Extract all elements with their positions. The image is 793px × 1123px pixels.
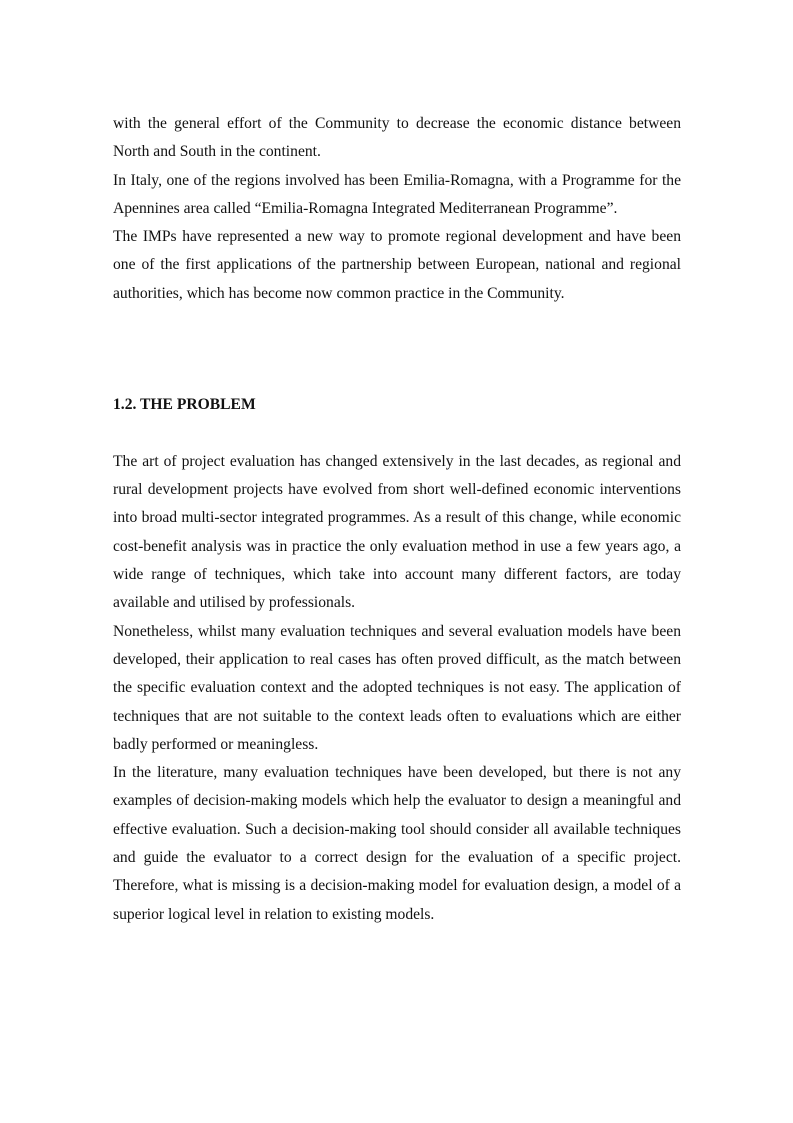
intro-paragraph-3: The IMPs have represented a new way to promote regional development and have been one of the first applications of the partnership between European, national and regional authorities, which has become now common practice in the Community. [113,228,681,302]
intro-paragraph-2: In Italy, one of the regions involved has been Emilia-Romagna, with a Programme for the Apennines area called “Emilia-Romagna Integrated Mediterranean Programme”. [113,171,681,217]
heading-spacer [113,419,681,448]
section-spacer [113,308,681,391]
section-heading: 1.2. THE PROBLEM [113,396,256,414]
section-paragraph-1: The art of project evaluation has changed extensively in the last decades, as regional and rural development projects have evolved from short well-defined economic interventions into broad multi-sector integrated programmes. As a result of this change, while economic cost-benefit analysis was in practice the only evaluation method in use a few years ago, a wide range of techniques, which take into account many different factors, are today available and utilised by professionals. [113,452,681,612]
document-page [113,110,681,929]
section-paragraph-2: Nonetheless, whilst many evaluation techniques and several evaluation models have been developed, their application to real cases has often proved difficult, as the match between the specific evaluation context and the adopted techniques is not easy. The application of techniques that are not suitable to the context leads often to evaluations which are either badly performed or meaningless. [113,622,681,753]
section-paragraph-3: In the literature, many evaluation techniques have been developed, but there is not any examples of decision-making models which help the evaluator to design a meaningful and effective evaluation. Such a decision-making tool should consider all available techniques and guide the evaluator to a correct design for the evaluation of a specific project. Therefore, what is missing is a decision-making model for evaluation design, a model of a superior logical level in relation to existing models. [113,764,681,923]
intro-paragraph-1: with the general effort of the Community to decrease the economic distance between North and South in the continent. [113,115,681,161]
